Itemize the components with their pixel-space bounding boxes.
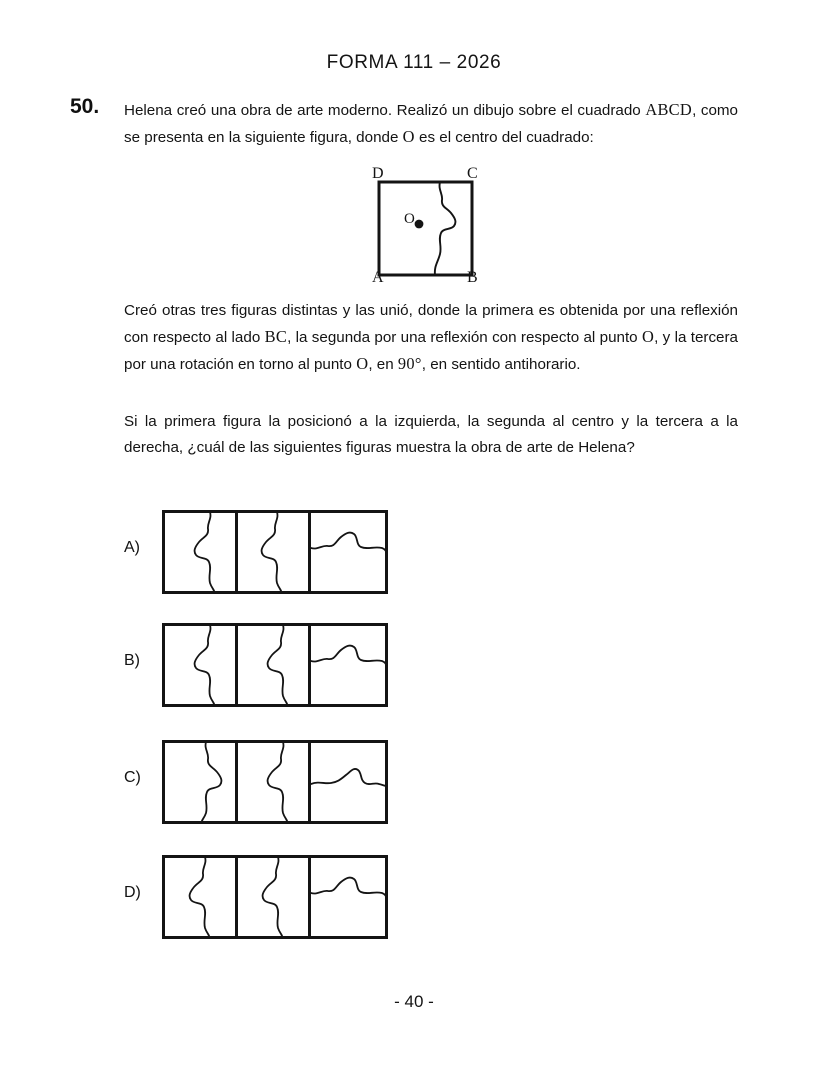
page-footer-number: - 40 - xyxy=(394,992,434,1011)
paragraph2-text-e: , en sentido antihorario. xyxy=(421,356,581,373)
paragraph1-text-a: Helena creó una obra de arte moderno. Realizó un dibujo sobre el cuadrado xyxy=(124,102,646,119)
paragraph2-text-a: Creó otras tres figuras distintas y las unió, donde la primera es obtenida por una reflexión con respecto al lado xyxy=(124,302,738,346)
option-b-box-1 xyxy=(164,625,237,706)
option-figure-a xyxy=(162,510,388,594)
option-label-d: D) xyxy=(124,884,141,901)
paragraph2-math-o2: O xyxy=(356,354,369,373)
option-d-box-1 xyxy=(164,857,237,938)
option-row-d[interactable] xyxy=(0,850,828,946)
square-outline xyxy=(379,182,472,275)
option-d-box-2 xyxy=(237,857,310,938)
option-d-curve-3 xyxy=(263,857,283,938)
paragraph1-math-o: O xyxy=(402,127,415,146)
option-label-b: B) xyxy=(124,652,140,669)
option-a-curve-3 xyxy=(311,533,386,552)
vertex-label-d: D xyxy=(372,165,384,182)
question-paragraph-2 xyxy=(124,298,738,378)
center-label-o: O xyxy=(404,211,415,227)
option-figure-b xyxy=(162,623,388,707)
question-paragraph-1 xyxy=(124,97,738,151)
option-c-curve-3 xyxy=(311,769,386,786)
option-a-box-2 xyxy=(237,512,310,593)
option-d-svg xyxy=(162,855,388,939)
option-a-curve-1 xyxy=(195,512,215,593)
paragraph2-text-d: , en xyxy=(368,356,398,373)
option-b-curve-1 xyxy=(195,625,215,706)
paragraph2-math-angle: 90° xyxy=(397,354,422,373)
vertex-label-a: A xyxy=(372,269,384,285)
option-row-c[interactable] xyxy=(0,735,828,831)
paragraph2-text-c: , y la tercera por una rotación en torno al punto xyxy=(124,329,739,373)
option-b-curve-2 xyxy=(268,625,288,706)
question-body xyxy=(124,97,738,151)
paragraph2-text-b: , la segunda por una reflexión con respecto al punto xyxy=(287,329,642,346)
option-c-curve-1 xyxy=(202,742,222,823)
option-a-curve-2 xyxy=(262,512,282,593)
option-b-svg xyxy=(162,623,388,707)
option-c-box-1 xyxy=(164,742,237,823)
artwork-curve xyxy=(435,182,456,275)
paragraph1-text-c: es el centro del cuadrado: xyxy=(414,129,594,146)
vertex-label-c: C xyxy=(467,165,478,182)
paragraph2-math-bc: BC xyxy=(264,327,288,346)
option-figure-d xyxy=(162,855,388,939)
paragraph1-math-abcd: ABCD xyxy=(645,100,693,119)
question-body-continued xyxy=(124,298,738,461)
option-c-svg xyxy=(162,740,388,824)
option-label-a: A) xyxy=(124,539,140,556)
option-figure-c xyxy=(162,740,388,824)
paragraph2-math-o1: O xyxy=(641,327,655,346)
option-a-box-1 xyxy=(164,512,237,593)
paragraph1-text-b: , como se presenta en la siguiente figura, donde xyxy=(124,102,738,146)
option-label-c: C) xyxy=(124,769,141,786)
option-b-box-2 xyxy=(237,625,310,706)
page-header-title: FORMA 111 – 2026 xyxy=(326,52,502,73)
option-a-box-3 xyxy=(310,512,387,593)
option-d-curve-2 xyxy=(311,878,386,897)
vertex-label-b: B xyxy=(467,269,478,285)
option-b-curve-3 xyxy=(311,646,386,665)
option-d-curve-1 xyxy=(190,857,210,938)
question-number: 50. xyxy=(70,95,100,118)
option-c-curve-2 xyxy=(268,742,288,823)
question-paragraph-3: Si la primera figura la posicionó a la izquierda, la segunda al centro y la tercera a la derecha, ¿cuál de las siguientes figuras muestra la obra de arte de Helena? xyxy=(124,413,738,456)
center-dot xyxy=(415,220,424,229)
option-d-box-3 xyxy=(310,857,387,938)
option-row-b[interactable] xyxy=(0,618,828,714)
option-row-a[interactable] xyxy=(0,505,828,601)
option-b-box-3 xyxy=(310,625,387,706)
option-a-svg xyxy=(162,510,388,594)
option-c-box-2 xyxy=(237,742,310,823)
square-diagram-svg xyxy=(355,160,495,285)
main-square-figure xyxy=(355,160,495,285)
